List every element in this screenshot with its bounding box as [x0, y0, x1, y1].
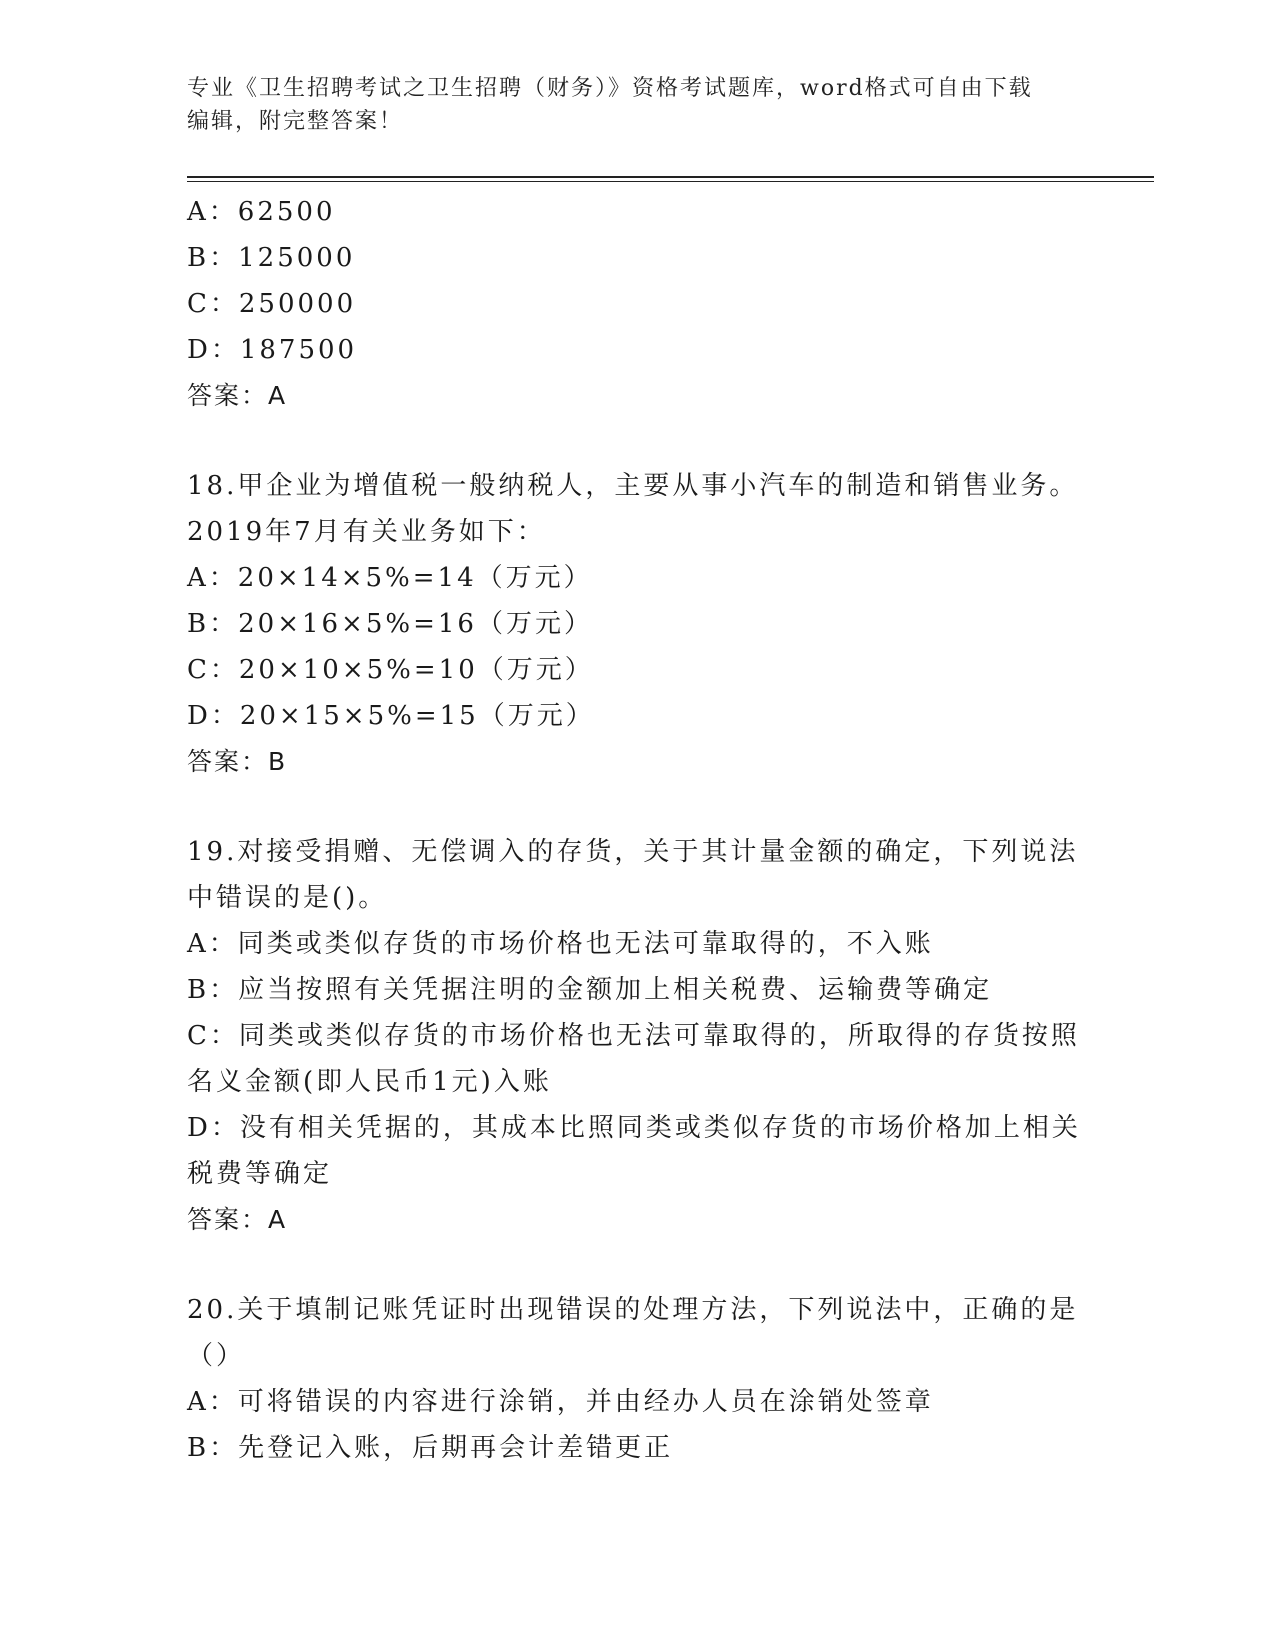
option-d: D：187500 [187, 335, 358, 365]
option-d-continued: 税费等确定 [187, 1159, 333, 1189]
option-b: B：125000 [187, 243, 356, 273]
question-content [187, 189, 1087, 1471]
spacer [187, 785, 1087, 829]
spacer [187, 419, 1087, 463]
option-a: A：20×14×5%=14（万元） [187, 563, 593, 593]
answer-line: 答案：A [187, 1205, 288, 1234]
question-20 [187, 1287, 1087, 1471]
option-b: B：20×16×5%=16（万元） [187, 609, 593, 639]
header-line-1: 专业《卫生招聘考试之卫生招聘（财务）》资格考试题库，word格式可自由下载 [187, 76, 1033, 101]
answer-line: 答案：B [187, 747, 288, 776]
option-a: A：62500 [187, 197, 336, 227]
option-c: C：同类或类似存货的市场价格也无法可靠取得的，所取得的存货按照 [187, 1021, 1080, 1051]
question-19 [187, 829, 1087, 1243]
header-divider-thick [187, 176, 1154, 178]
question-stem: 18.甲企业为增值税一般纳税人，主要从事小汽车的制造和销售业务。 [187, 471, 1079, 501]
header-line-2: 编辑，附完整答案！ [187, 109, 404, 134]
option-c: C：250000 [187, 289, 357, 319]
question-stem: （） [187, 1341, 246, 1371]
document-header [187, 72, 1067, 138]
option-a: A：可将错误的内容进行涂销，并由经办人员在涂销处签章 [187, 1387, 934, 1417]
header-divider-thin [187, 181, 1154, 182]
question-17 [187, 189, 1087, 419]
option-d: D：没有相关凭据的，其成本比照同类或类似存货的市场价格加上相关 [187, 1113, 1081, 1143]
option-b: B：应当按照有关凭据注明的金额加上相关税费、运输费等确定 [187, 975, 993, 1005]
question-stem: 20.关于填制记账凭证时出现错误的处理方法，下列说法中，正确的是 [187, 1295, 1079, 1325]
question-18 [187, 463, 1087, 785]
spacer [187, 1243, 1087, 1287]
question-stem: 中错误的是()。 [187, 883, 388, 913]
option-c: C：20×10×5%=10（万元） [187, 655, 594, 685]
option-d: D：20×15×5%=15（万元） [187, 701, 595, 731]
question-stem: 2019年7月有关业务如下： [187, 517, 546, 547]
option-b: B：先登记入账，后期再会计差错更正 [187, 1433, 674, 1463]
question-stem: 19.对接受捐赠、无偿调入的存货，关于其计量金额的确定，下列说法 [187, 837, 1079, 867]
option-c-continued: 名义金额(即人民币1元)入账 [187, 1067, 552, 1097]
option-a: A：同类或类似存货的市场价格也无法可靠取得的，不入账 [187, 929, 934, 959]
answer-line: 答案：A [187, 381, 288, 410]
